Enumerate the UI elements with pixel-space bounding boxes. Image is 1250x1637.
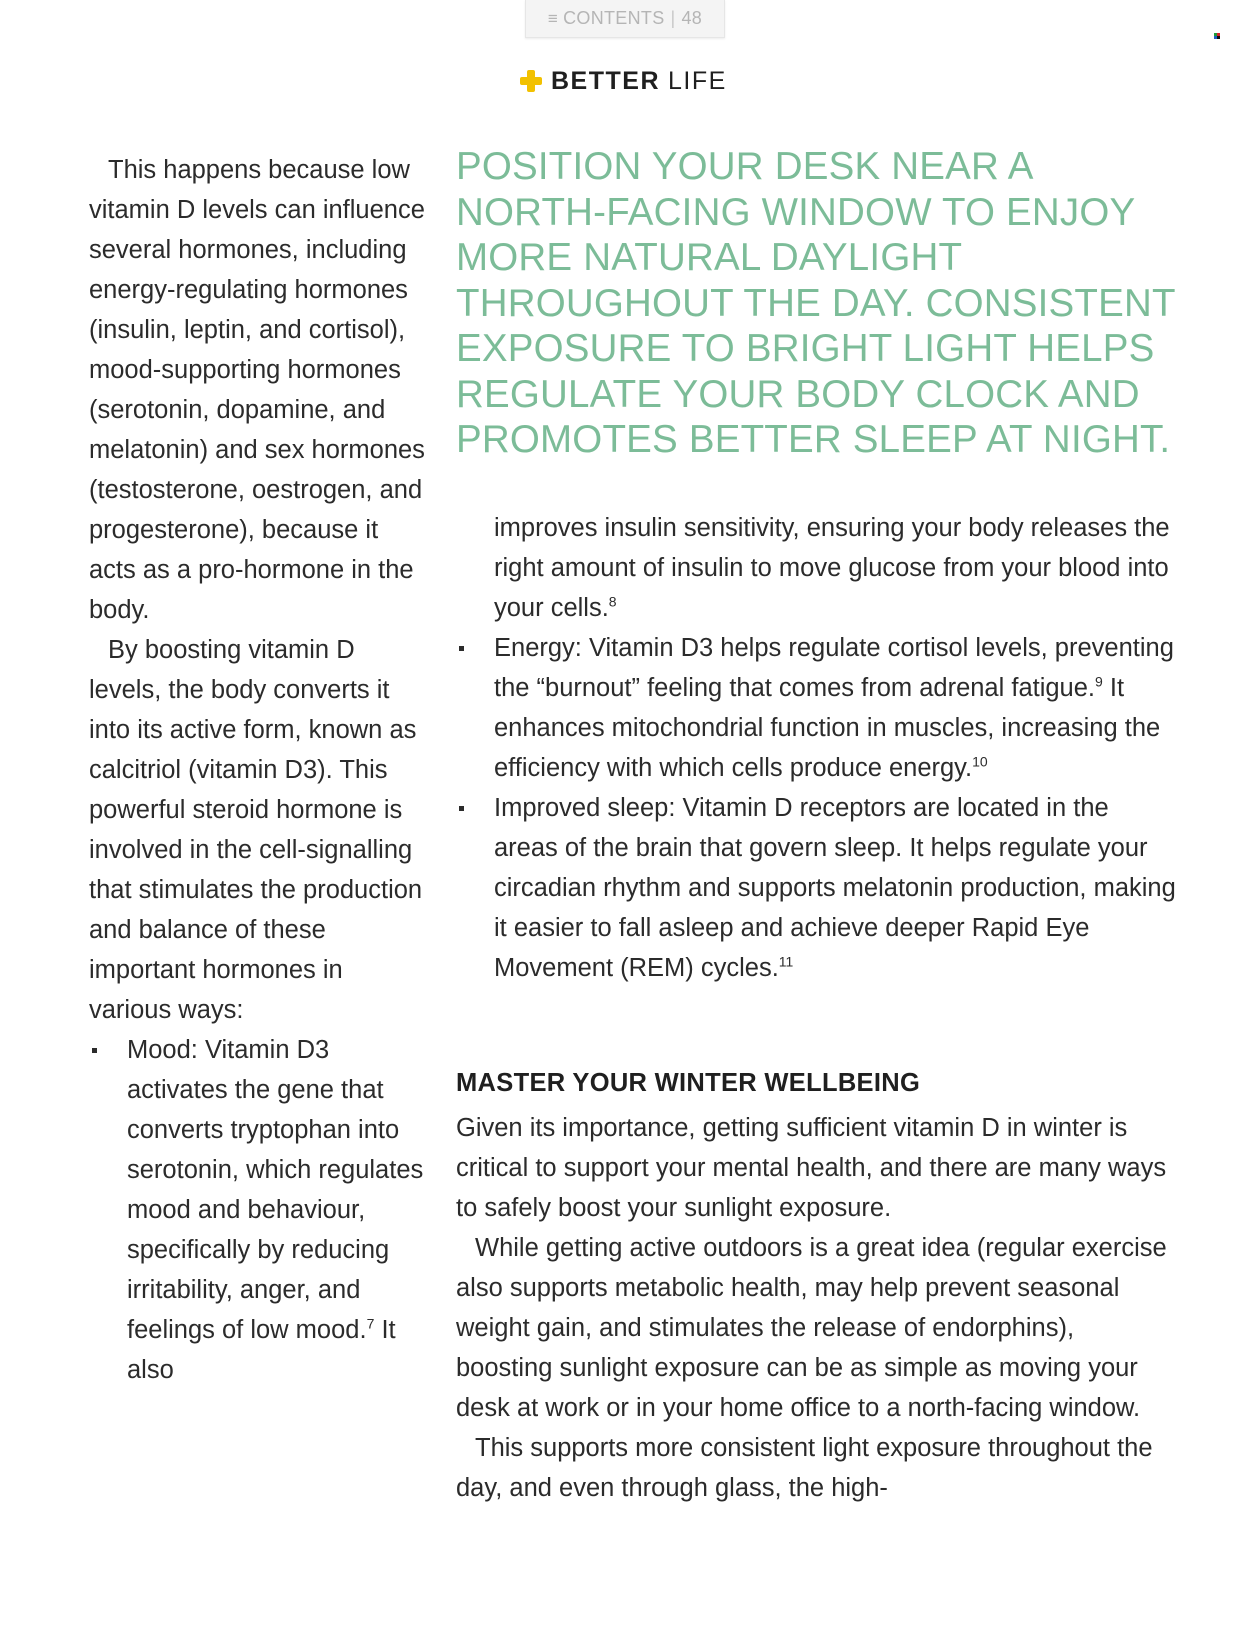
bullet-text: Energy: Vitamin D3 helps regulate cortisol levels, preventing the “burnout” feeling that comes from adrenal fatigue.: [494, 634, 1174, 702]
square-bullet-icon: [92, 1048, 97, 1053]
square-bullet-icon: [459, 646, 464, 651]
list-item-sleep: [456, 788, 1176, 988]
bullet-text: Mood: Vitamin D3 activates the gene that converts tryptophan into serotonin, which regulates mood and behaviour, specifically by reducing irritability, anger, and feelings of low mood.: [127, 1036, 424, 1344]
right-body: [456, 1108, 1176, 1508]
footnote-ref: 11: [778, 953, 794, 970]
corner-mark-icon: [1214, 33, 1222, 41]
page-number: 48: [681, 8, 703, 28]
list-item-energy: [456, 628, 1176, 788]
contents-button[interactable]: [525, 0, 725, 38]
footnote-ref: 9: [1095, 673, 1103, 690]
section-title-light: LIFE: [668, 66, 727, 95]
section-title-bold: BETTER: [551, 66, 660, 95]
left-column: [89, 150, 429, 1390]
body-paragraph: This happens because low vitamin D levels can influence several hormones, including energy-regulating hormones (insulin, leptin, and cortisol), mood-supporting hormones (serotonin, dopamine, and melatonin) and sex hormones (testosterone, oestrogen, and progesterone), because it acts as a pro-hormone in the body.: [89, 156, 425, 624]
bullet-list: [89, 1030, 429, 1390]
body-paragraph: This supports more consistent light exposure throughout the day, and even through glass, the high-: [456, 1434, 1153, 1502]
contents-label: CONTENTS: [563, 8, 665, 28]
body-paragraph: Given its importance, getting sufficient vitamin D in winter is critical to support your mental health, and there are many ways to safely boost your sunlight exposure.: [456, 1114, 1167, 1222]
continued-bullet-text: [456, 508, 1176, 628]
list-item-mood: [89, 1030, 429, 1390]
body-paragraph: While getting active outdoors is a great idea (regular exercise also supports metabolic health, may help prevent seasonal weight gain, and stimulates the release of endorphins), boosting sunlight exposure can be as simple as moving your desk at work or in your home office to a north-facing window.: [456, 1234, 1167, 1422]
bullet-text: Improved sleep: Vitamin D receptors are located in the areas of the brain that govern sleep. It helps regulate your circadian rhythm and supports melatonin production, making it easier to fall asleep and achieve deeper Rapid Eye Movement (REM) cycles.: [494, 794, 1176, 982]
footnote-ref: 7: [366, 1315, 375, 1332]
divider: |: [670, 8, 676, 28]
bullet-text: It enhances mitochondrial function in muscles, increasing the efficiency with which cells produce energy.: [494, 674, 1161, 782]
menu-icon: ≡: [547, 8, 559, 28]
subheading: MASTER YOUR WINTER WELLBEING: [456, 1069, 921, 1097]
body-paragraph: By boosting vitamin D levels, the body converts it into its active form, known as calcitriol (vitamin D3). This powerful steroid hormone is involved in the cell-signalling that stimulates the production and balance of these important hormones in various ways:: [89, 636, 423, 1024]
square-bullet-icon: [459, 806, 464, 811]
section-header: [520, 64, 727, 98]
footnote-ref: 8: [608, 593, 617, 610]
plus-icon: [520, 70, 542, 92]
right-column: [456, 508, 1176, 988]
bullet-text-tail: It also: [127, 1316, 396, 1384]
footnote-ref: 10: [972, 753, 988, 770]
pull-quote: POSITION YOUR DESK NEAR A NORTH-FACING WINDOW TO ENJOY MORE NATURAL DAYLIGHT THROUGHOUT THE DAY. CONSISTENT EXPOSURE TO BRIGHT LIGHT HELPS REGULATE YOUR BODY CLOCK AND PROMOTES BETTER SLEEP AT NIGHT.: [456, 145, 1176, 461]
bullet-list: [456, 628, 1176, 988]
continuation-text: improves insulin sensitivity, ensuring your body releases the right amount of insulin to move glucose from your blood into your cells.: [494, 514, 1170, 622]
